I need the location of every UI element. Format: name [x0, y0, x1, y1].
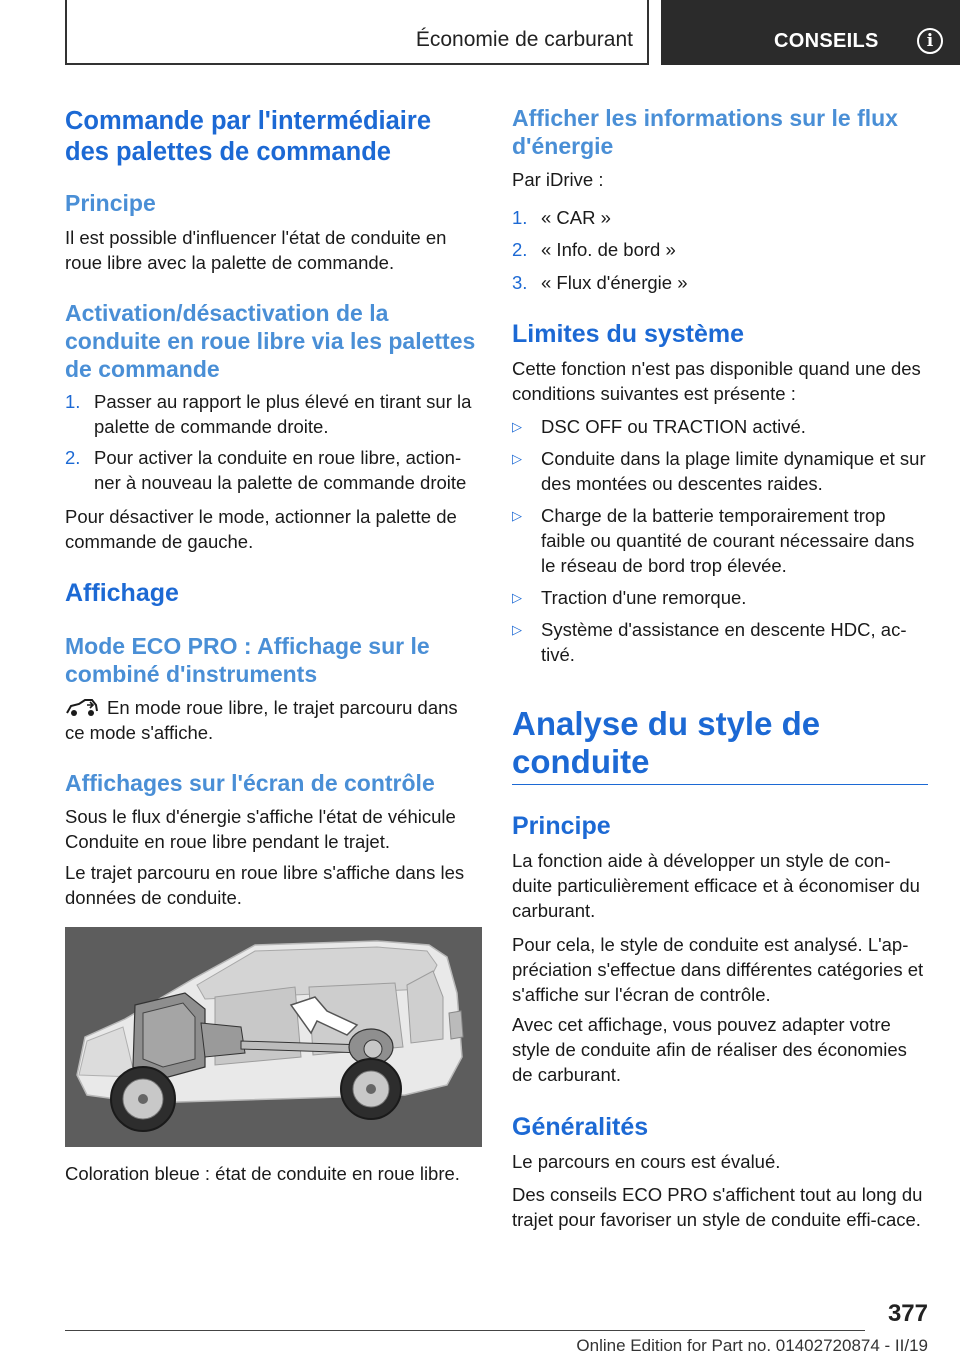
triangle-bullet-icon: ▷: [512, 590, 522, 605]
heading-activation: Activation/désactivation de la conduite en roue libre via les palettes de commande: [65, 300, 476, 382]
heading-mode-eco: Mode ECO PRO : Affichage sur le combiné d'instruments: [65, 633, 430, 687]
text-principe: Il est possible d'influencer l'état de conduite en roue libre avec la palette de commande.: [65, 227, 447, 273]
heading-affichages-ecran: Affichages sur l'écran de contrôle: [65, 770, 435, 796]
text-generalites-1: Le parcours en cours est évalué.: [512, 1151, 781, 1172]
bullet-text: Charge de la batterie temporairement trop faible ou quantité de courant nécessaire dans le réseau de bord trop élevée.: [541, 505, 915, 576]
text-limites: Cette fonction n'est pas disponible quand une des conditions suivantes est présente :: [512, 358, 921, 404]
heading-principe: Principe: [65, 190, 156, 216]
header-chapter-box: [661, 0, 960, 65]
list-item: [512, 237, 928, 263]
bullet-text: Traction d'une remorque.: [541, 587, 747, 608]
step-text: Passer au rapport le plus élevé en tirant sur la palette de commande droite.: [94, 391, 472, 437]
triangle-bullet-icon: ▷: [512, 451, 522, 466]
heading-generalites: Généralités: [512, 1113, 649, 1141]
bullet-text: Système d'assistance en descente HDC, ac-tivé.: [541, 619, 907, 665]
list-item: [512, 585, 928, 611]
list-item: [65, 445, 482, 503]
heading-analyse: Analyse du style de conduite: [512, 705, 821, 780]
step-text: « Info. de bord »: [541, 239, 676, 260]
step-text: Pour activer la conduite en roue libre, action-ner à nouveau la palette de commande droite: [94, 447, 467, 493]
list-item: [65, 389, 482, 447]
step-text: « Flux d'énergie »: [541, 272, 688, 293]
heading-commande: Commande par l'intermédiaire des palettes de commande: [65, 107, 432, 166]
heading-affichage: Affichage: [65, 579, 179, 607]
heading-limites: Limites du système: [512, 320, 745, 348]
heading-principe-analyse: Principe: [512, 812, 611, 840]
bullet-text: Conduite dans la plage limite dynamique et sur des montées ou descentes raides.: [541, 448, 926, 494]
header-chapter-title: CONSEILS: [774, 30, 879, 52]
text-principe-1: La fonction aide à développer un style de con-duite particulièrement efficace et à économiser du carburant.: [512, 850, 920, 921]
text-trajet: Le trajet parcouru en roue libre s'affiche dans les données de conduite.: [65, 862, 465, 908]
vehicle-drivetrain-illustration: [65, 927, 482, 1147]
step-number: 1.: [512, 207, 528, 228]
step-number: 1.: [65, 391, 81, 412]
text-principe-2: Pour cela, le style de conduite est analysé. L'ap-préciation s'effectue dans différentes catégories et s'affiche sur l'écran de contrôle.: [512, 934, 924, 1005]
step-number: 3.: [512, 272, 528, 293]
list-item: [512, 503, 928, 581]
text-desactiver: Pour désactiver le mode, actionner la palette de commande de gauche.: [65, 506, 457, 552]
text-idrive: Par iDrive :: [512, 169, 604, 190]
triangle-bullet-icon: ▷: [512, 622, 522, 637]
bullet-text: DSC OFF ou TRACTION activé.: [541, 416, 806, 437]
header-section-title: Économie de carburant: [415, 28, 633, 51]
step-text: « CAR »: [541, 207, 611, 228]
text-flux: Sous le flux d'énergie s'affiche l'état de véhicule Conduite en roue libre pendant le trajet.: [65, 806, 456, 852]
triangle-bullet-icon: ▷: [512, 419, 522, 434]
footer-divider: [65, 1330, 865, 1331]
triangle-bullet-icon: ▷: [512, 508, 522, 523]
list-item: [512, 205, 928, 231]
list-item: [512, 446, 928, 498]
text-principe-3: Avec cet affichage, vous pouvez adapter votre style de conduite afin de réaliser des économies de carburant.: [512, 1014, 907, 1085]
text-generalites-2: Des conseils ECO PRO s'affichent tout au long du trajet pour favoriser un style de conduite effi-cace.: [512, 1184, 923, 1230]
footer-edition: Online Edition for Part no. 01402720874 - II/19: [576, 1336, 928, 1355]
heading-underline: [512, 784, 928, 785]
header-section-box: [65, 0, 649, 65]
step-number: 2.: [65, 447, 81, 468]
text-mode-eco: En mode roue libre, le trajet parcouru dans ce mode s'affiche.: [65, 697, 458, 743]
list-item: [512, 414, 928, 440]
page-number: 377: [887, 1300, 928, 1327]
list-item: [512, 270, 928, 296]
list-item: [512, 617, 928, 669]
step-number: 2.: [512, 239, 528, 260]
figure-caption: Coloration bleue : état de conduite en roue libre.: [65, 1163, 460, 1184]
heading-afficher-flux: Afficher les informations sur le flux d'énergie: [512, 105, 898, 159]
info-icon: i: [917, 28, 943, 54]
